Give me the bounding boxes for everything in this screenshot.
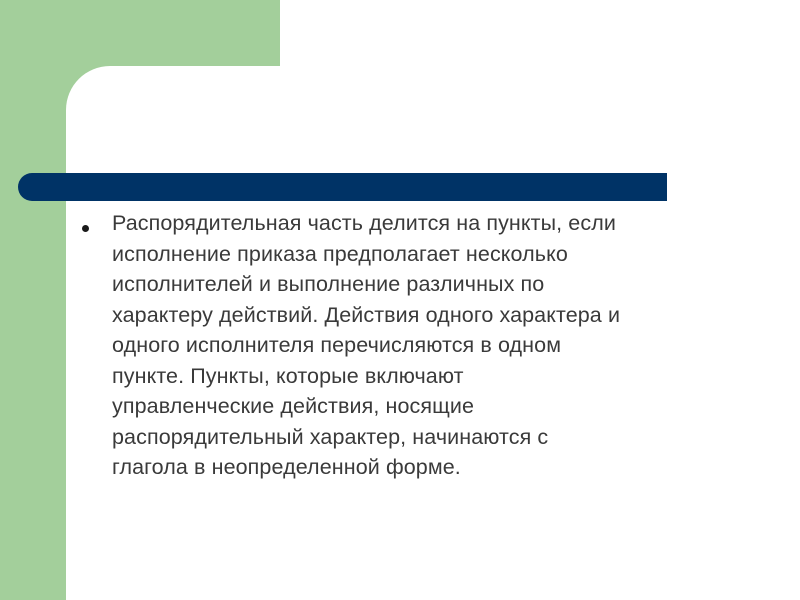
text-line: исполнителей и выполнение различных по [112,272,545,296]
text-line: исполнение приказа предполагает несколько [112,241,568,266]
text-line: одного исполнителя перечисляются в одном [112,333,562,357]
text-line: распорядительный характер, начинаются с [112,424,549,449]
text-line: характеру действий. Действия одного характера и [112,302,621,327]
bullet-dot-icon [82,225,89,232]
bullet-text [112,208,758,483]
text-line: Распорядительная часть делится на пункты, если [112,211,616,235]
text-line: управленческие действия, носящие [112,394,475,418]
bullet-item [78,208,758,483]
text-line: пункте. Пункты, которые включают [112,363,464,388]
slide-body [78,208,758,483]
text-line: глагола в неопределенной форме. [112,455,461,479]
green-accent-strip [0,66,66,600]
title-bar [18,173,667,201]
